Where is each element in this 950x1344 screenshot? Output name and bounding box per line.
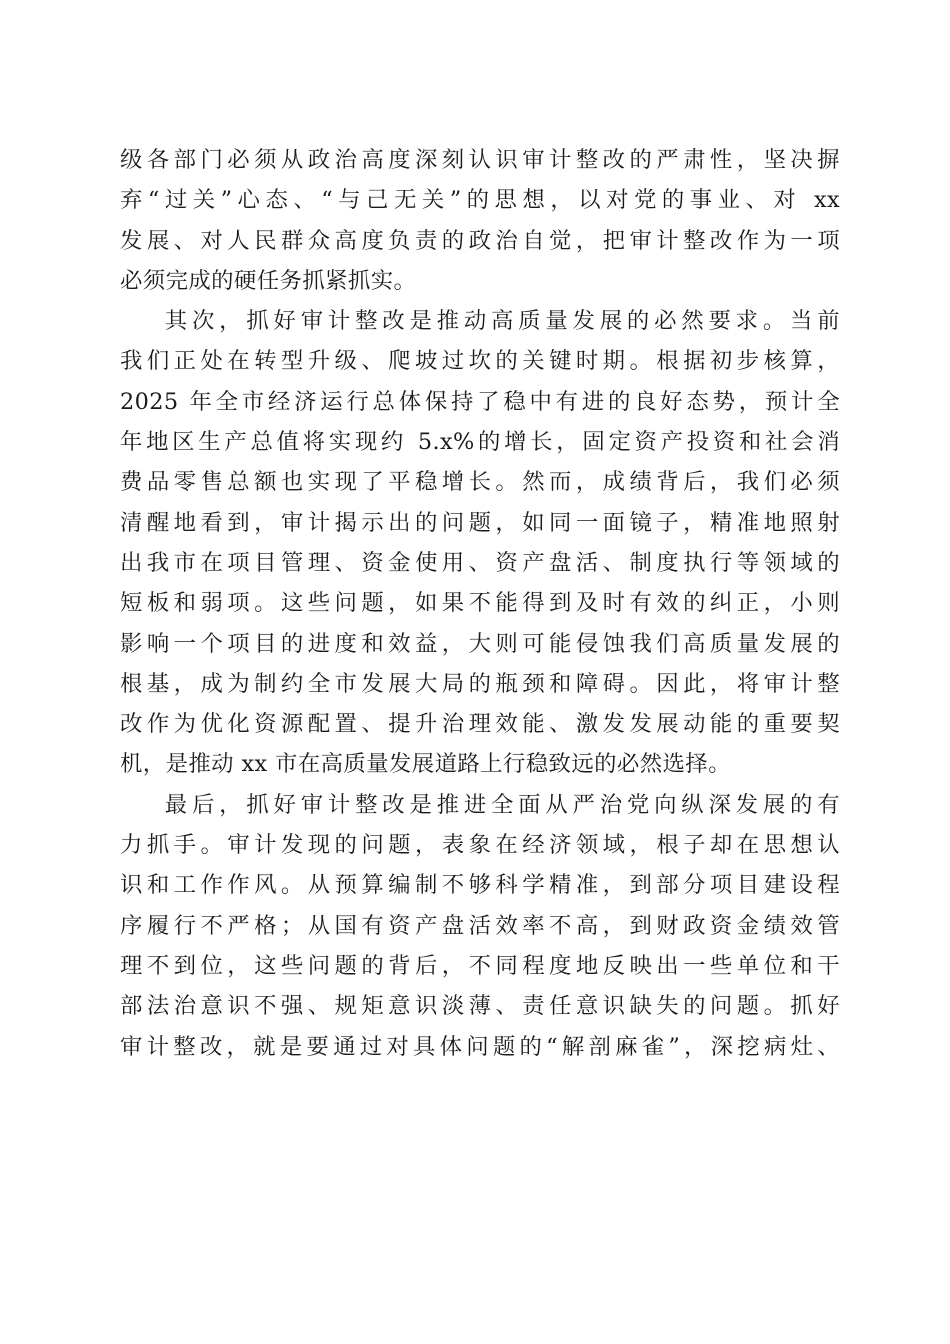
text-line: 影响一个项目的进度和效益，大则可能侵蚀我们高质量发展的 — [120, 630, 840, 657]
text-line: 出我市在项目管理、资金使用、资产盘活、制度执行等领域的 — [120, 549, 840, 576]
text-line: 级各部门必须从政治高度深刻认识审计整改的严肃性，坚决摒 — [120, 147, 840, 173]
text-line: 序履行不严格；从国有资产盘活效率不高，到财政资金绩效管 — [120, 912, 840, 939]
body-text — [120, 140, 840, 1067]
text-line: 识和工作作风。从预算编制不够科学精准，到部分项目建设程 — [120, 872, 840, 899]
text-line: 审计整改，就是要通过对具体问题的“解剖麻雀”，深挖病灶、 — [120, 1033, 840, 1060]
paragraph-start-line: 其次，抓好审计整改是推动高质量发展的必然要求。当前 — [164, 308, 840, 335]
text-line: 根基，成为制约全市发展大局的瓶颈和障碍。因此，将审计整 — [120, 670, 840, 697]
text-line: 2025 年全市经济运行总体保持了稳中有进的良好态势，预计全 — [120, 388, 840, 415]
text-line: 清醒地看到，审计揭示出的问题，如同一面镜子，精准地照射 — [120, 509, 840, 536]
text-line: 短板和弱项。这些问题，如果不能得到及时有效的纠正，小则 — [120, 590, 840, 617]
text-line: 我们正处在转型升级、爬坡过坎的关键时期。根据初步核算， — [120, 348, 840, 375]
text-line: 弃“过关”心态、“与己无关”的思想，以对党的事业、对 xx — [120, 187, 840, 214]
paragraph-start-line: 最后，抓好审计整改是推进全面从严治党向纵深发展的有 — [164, 791, 840, 818]
text-line: 力抓手。审计发现的问题，表象在经济领域，根子却在思想认 — [120, 832, 840, 859]
text-line: 费品零售总额也实现了平稳增长。然而，成绩背后，我们必须 — [120, 469, 840, 496]
text-line: 理不到位，这些问题的背后，不同程度地反映出一些单位和干 — [120, 952, 840, 979]
text-line: 部法治意识不强、规矩意识淡薄、责任意识缺失的问题。抓好 — [120, 993, 840, 1020]
text-line: 发展、对人民群众高度负责的政治自觉，把审计整改作为一项 — [120, 227, 840, 254]
text-line: 年地区生产总值将实现约 5.x%的增长，固定资产投资和社会消 — [120, 429, 840, 456]
text-line: 必须完成的硬任务抓紧抓实。 — [120, 267, 417, 294]
text-line: 机，是推动 xx 市在高质量发展道路上行稳致远的必然选择。 — [120, 751, 731, 778]
text-line: 改作为优化资源配置、提升治理效能、激发发展动能的重要契 — [120, 711, 840, 738]
